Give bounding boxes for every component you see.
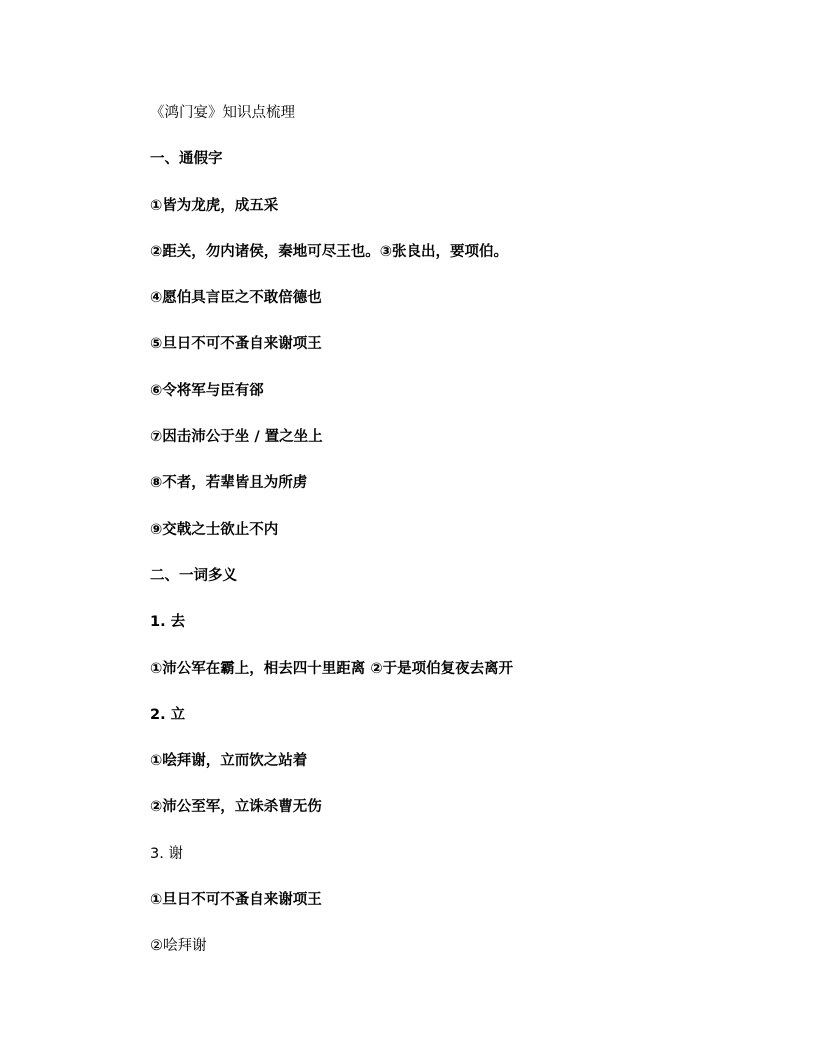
list-item: ⑥令将军与臣有郤 <box>150 382 264 399</box>
section-heading-tongjiazi: 一、通假字 <box>150 151 223 168</box>
list-item: ①旦日不可不蚤自来谢项王 <box>150 892 322 909</box>
list-item: ②距关，勿内诸侯，秦地可尽王也。③张良出，要项伯。 <box>150 243 509 260</box>
list-item: ②哙拜谢 <box>150 938 207 955</box>
word-label-li: 2. 立 <box>150 706 186 723</box>
section-heading-yiciduoyi: 二、一词多义 <box>150 567 237 584</box>
list-item: ②沛公至军，立诛杀曹无伤 <box>150 799 322 816</box>
list-item: ⑦因击沛公于坐 / 置之坐上 <box>150 429 323 446</box>
document-title: 《鸿门宴》知识点梳理 <box>150 105 295 121</box>
document-body <box>150 103 750 983</box>
list-item: ④愿伯具言臣之不敢倍德也 <box>150 290 322 307</box>
word-label-qu: 1. 去 <box>150 614 186 631</box>
list-item: ①沛公军在霸上，相去四十里距离 ②于是项伯复夜去离开 <box>150 660 514 677</box>
list-item: ⑧不者，若辈皆且为所虏 <box>150 475 308 492</box>
list-item: ⑤旦日不可不蚤自来谢项王 <box>150 336 322 353</box>
list-item: ⑨交戟之士欲止不内 <box>150 521 279 538</box>
list-item: ①哙拜谢，立而饮之站着 <box>150 753 308 770</box>
word-label-xie: 3. 谢 <box>150 845 183 862</box>
list-item: ①皆为龙虎，成五采 <box>150 197 279 214</box>
